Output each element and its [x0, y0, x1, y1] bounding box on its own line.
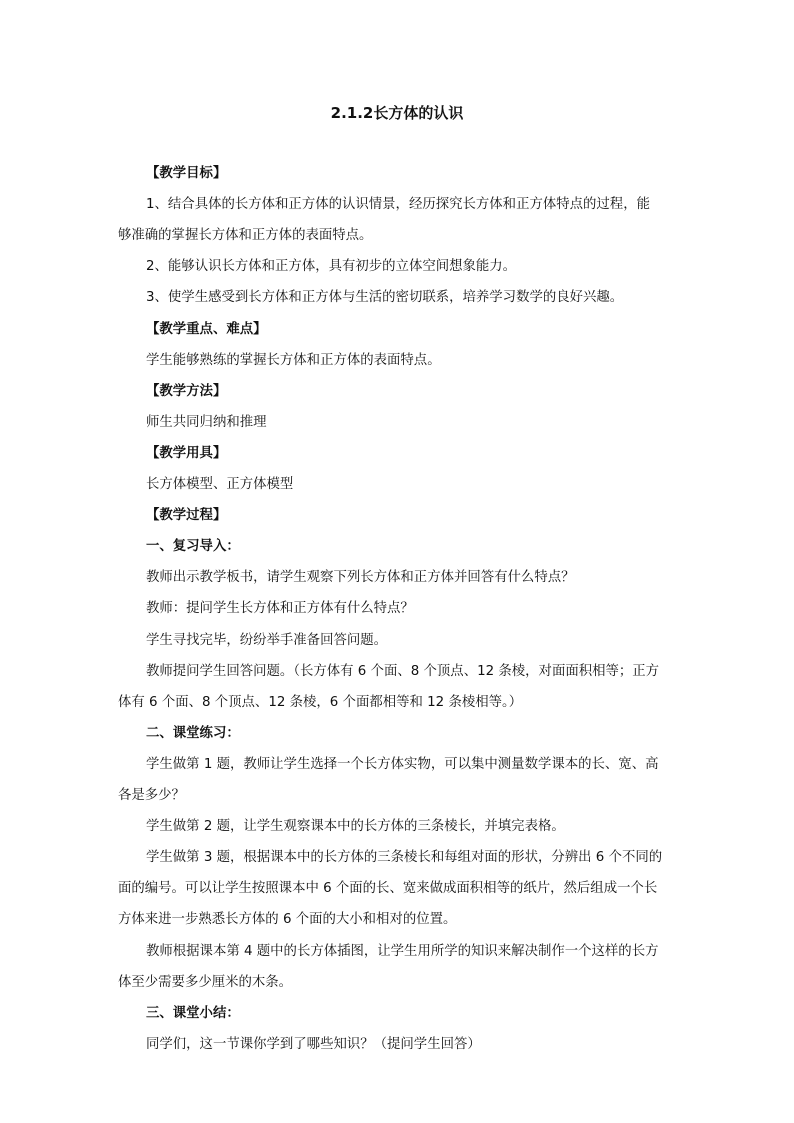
paragraph-line: 长方体模型、正方体模型 — [146, 477, 294, 492]
paragraph-line: 教师提问学生回答问题。（长方体有 6 个面、8 个顶点、12 条棱，对面面积相等；正方 — [146, 663, 660, 679]
paragraph-line: 3、使学生感受到长方体和正方体与生活的密切联系，培养学习数学的良好兴趣。 — [146, 290, 624, 306]
section-heading: 【教学方法】 — [146, 383, 227, 399]
paragraph-line: 2、能够认识长方体和正方体，具有初步的立体空间想象能力。 — [146, 259, 517, 275]
section-heading: 一、复习导入： — [146, 539, 240, 555]
paragraph-line: 1、结合具体的长方体和正方体的认识情景，经历探究长方体和正方体特点的过程，能 — [146, 197, 650, 213]
section-heading: 【教学过程】 — [146, 508, 227, 524]
paragraph-line: 体至少需要多少厘米的木条。 — [118, 974, 293, 990]
paragraph-line: 学生寻找完毕，纷纷举手准备回答问题。 — [146, 632, 388, 648]
paragraph-line: 教师根据课本第 4 题中的长方体插图，让学生用所学的知识来解决制作一个这样的长方 — [146, 943, 659, 959]
section-heading: 【教学目标】 — [146, 166, 227, 181]
section-heading: 【教学用具】 — [146, 445, 227, 461]
paragraph-line: 面的编号。可以让学生按照课本中 6 个面的长、宽来做成面积相等的纸片，然后组成一个长 — [118, 881, 658, 897]
section-heading: 二、课堂练习： — [146, 725, 240, 741]
paragraph-line: 方体来进一步熟悉长方体的 6 个面的大小和相对的位置。 — [118, 912, 457, 928]
paragraph-line: 学生做第 1 题，教师让学生选择一个长方体实物，可以集中测量数学课本的长、宽、高 — [146, 756, 659, 772]
paragraph-line: 体有 6 个面、8 个顶点、12 条棱，6 个面都相等和 12 条棱相等。） — [118, 694, 523, 710]
paragraph-line: 教师：提问学生长方体和正方体有什么特点？ — [146, 601, 414, 617]
section-heading: 三、课堂小结： — [146, 1005, 240, 1021]
paragraph-line: 够准确的掌握长方体和正方体的表面特点。 — [118, 228, 373, 244]
paragraph-line: 各是多少？ — [118, 788, 185, 803]
document-title: 2.1.2长方体的认识 — [330, 104, 464, 122]
paragraph-line: 师生共同归纳和推理 — [146, 414, 267, 430]
paragraph-line: 学生做第 3 题，根据课本中的长方体的三条棱长和每组对面的形状，分辨出 6 个不同的 — [146, 850, 663, 866]
paragraph-line: 教师出示教学板书，请学生观察下列长方体和正方体并回答有什么特点？ — [146, 570, 575, 586]
paragraph-line: 学生能够熟练的掌握长方体和正方体的表面特点。 — [146, 352, 441, 368]
paragraph-line: 同学们，这一节课你学到了哪些知识？（提问学生回答） — [146, 1036, 481, 1052]
paragraph-line: 学生做第 2 题，让学生观察课本中的长方体的三条棱长，并填完表格。 — [146, 819, 565, 835]
section-heading: 【教学重点、难点】 — [146, 321, 267, 337]
